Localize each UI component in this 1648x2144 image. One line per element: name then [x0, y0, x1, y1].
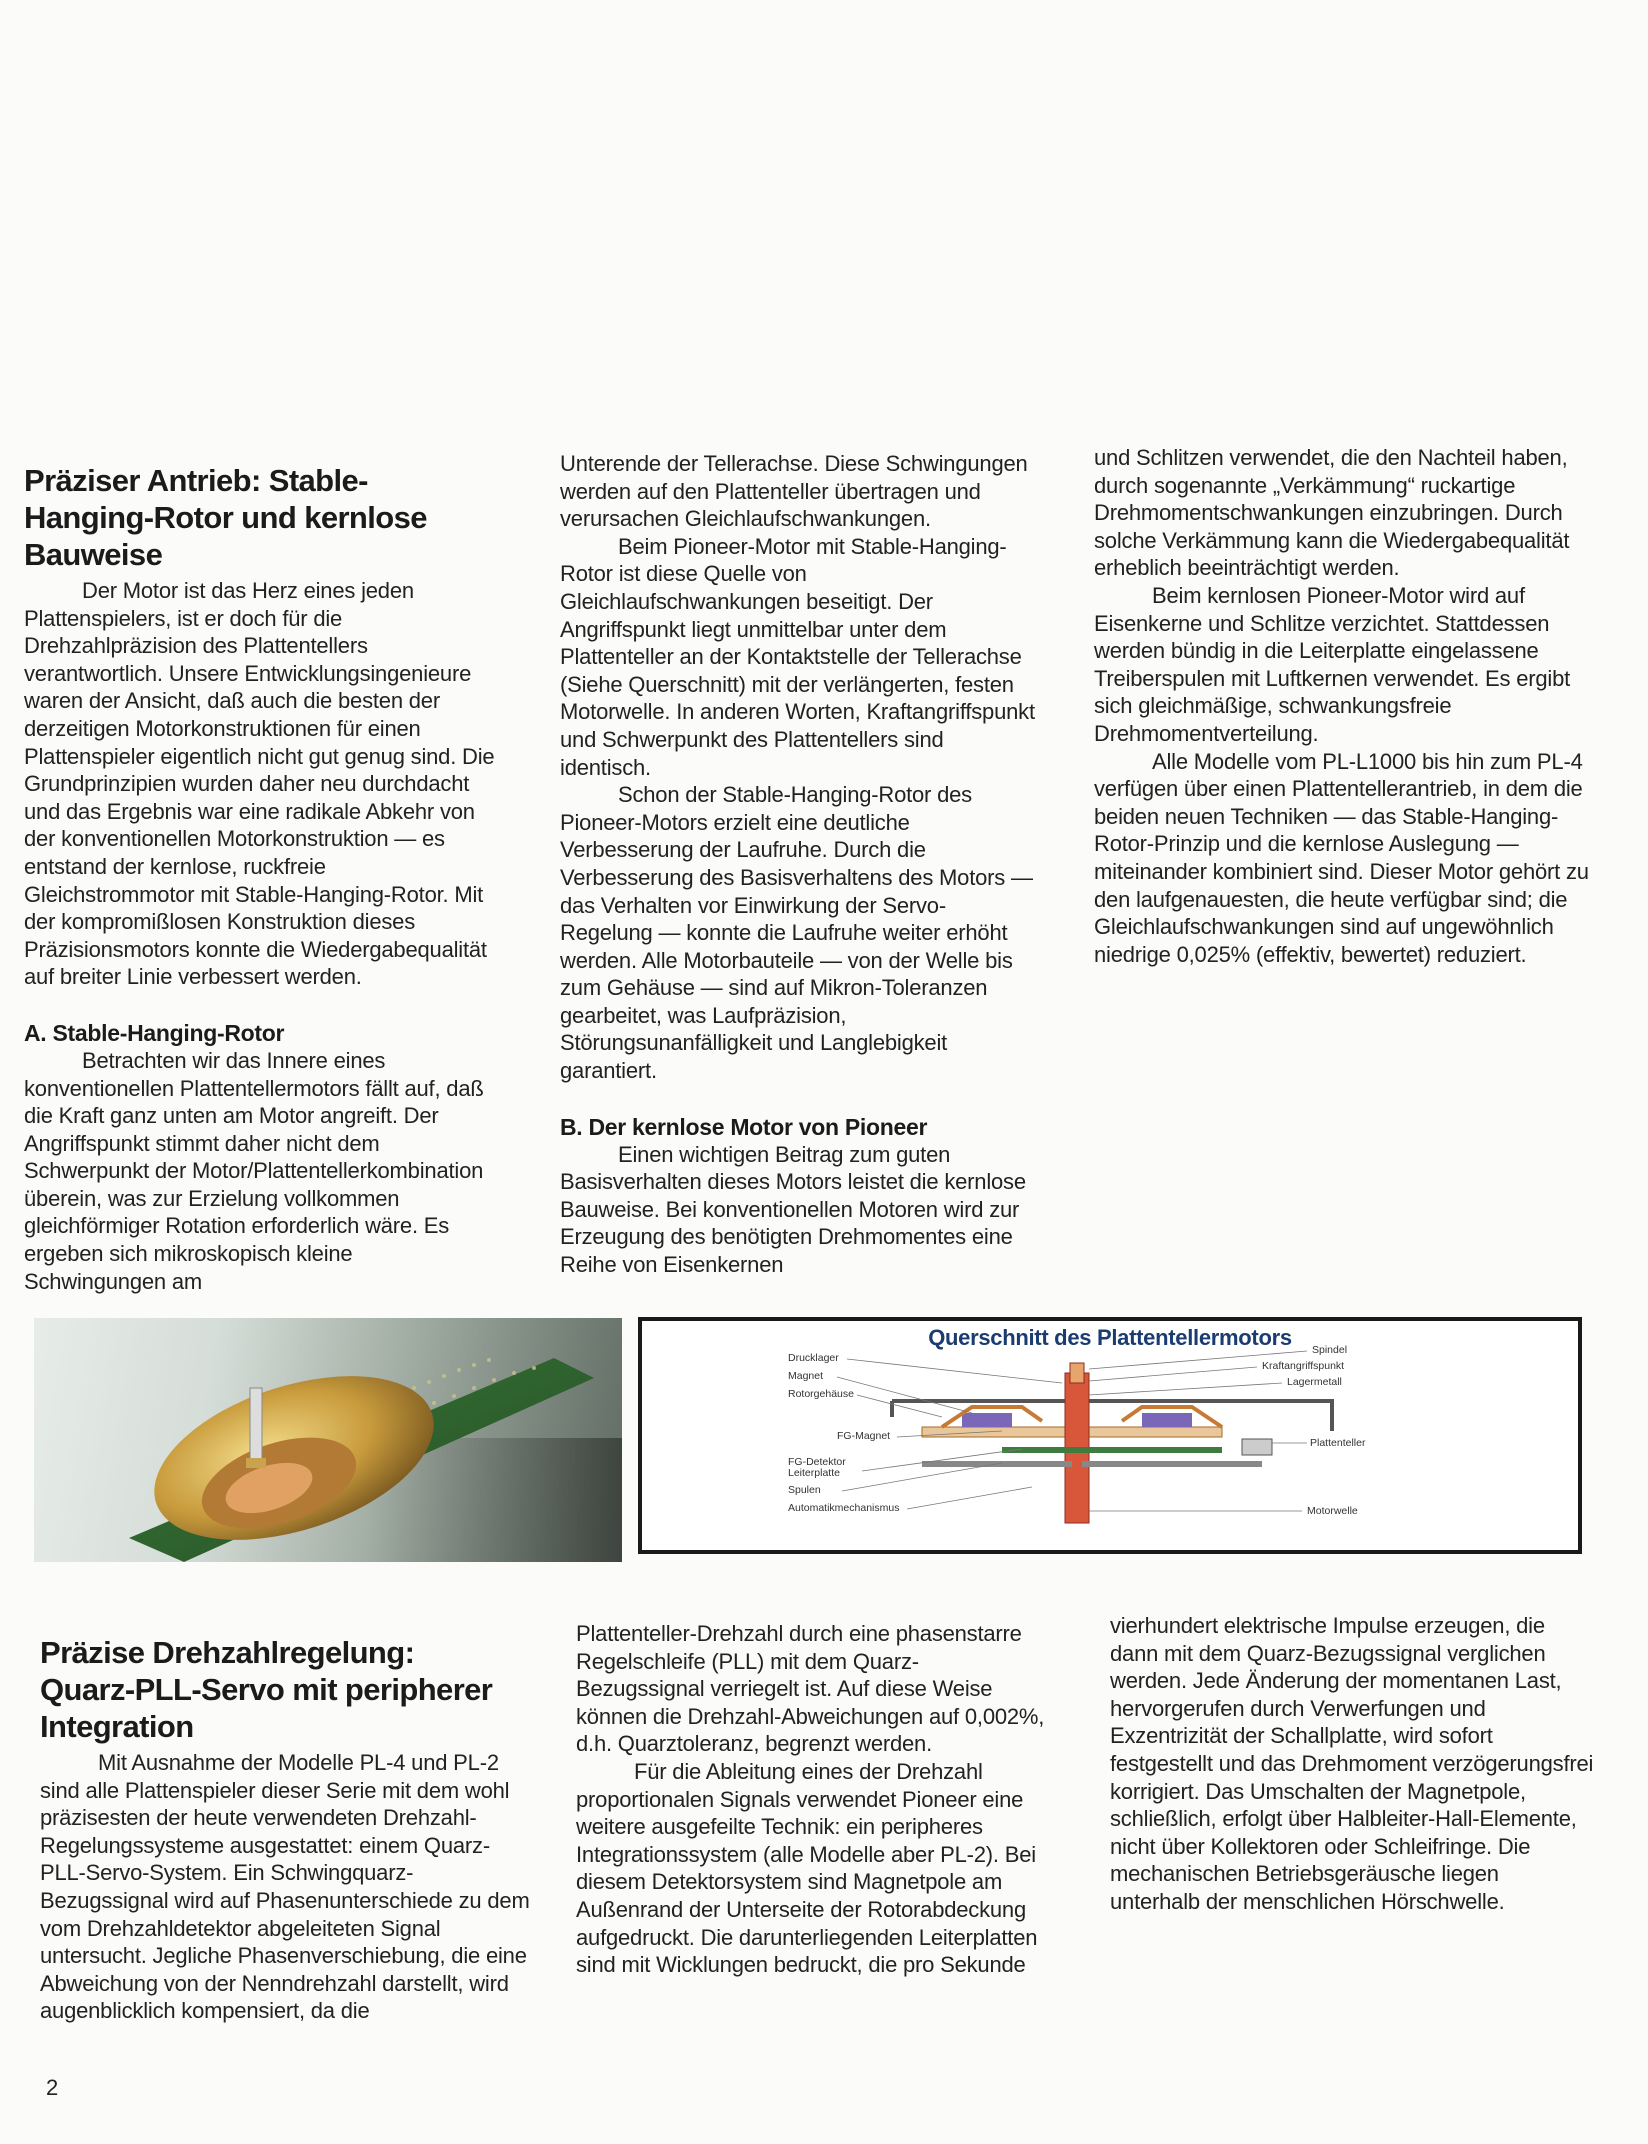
cross-section-drawing [642, 1321, 1578, 1550]
section1-title-line3: Bauweise [24, 537, 163, 572]
col2-paragraph-1: Unterende der Tellerachse. Diese Schwingungen werden auf den Plattenteller übertragen und verursachen Gleichlaufschwankungen. [560, 451, 1028, 532]
col2-paragraph-2: Beim Pioneer-Motor mit Stable-Hanging-Rotor ist diese Quelle von Gleichlaufschwankungen beseitigt. Der Angriffspunkt liegt unmittelbar unter dem Plattenteller an der Kontaktstelle der Tellerachse (Siehe Querschnitt) mit der verlängerten, festen Motorwelle. In anderen Worten, Kraftangriffspunkt und Schwerpunkt des Plattentellers sind identisch. [560, 533, 1035, 780]
section2-title-line2: Quarz-PLL-Servo mit peripherer [40, 1672, 493, 1707]
section2-title-line1: Präzise Drehzahlregelung: [40, 1635, 415, 1670]
section1-title [24, 462, 496, 573]
section1-column-3 [1094, 444, 1594, 968]
label-automatikmechanismus: Automatikmechanismus [788, 1502, 900, 1514]
col3-paragraph-3: Alle Modelle vom PL-L1000 bis hin zum PL-4 verfügen über einen Plattentellerantrieb, in dem die beiden neuen Techniken — das Stable-Hanging-Rotor-Prinzip und die kernlose Auslegung — miteinander kombiniert sind. Dieser Motor gehört zu den laufgenauesten, die heute verfügbar sind; die Gleichlaufschwankungen sind auf ungewöhnlich niedrige 0,025% (effektiv, bewertet) reduziert. [1094, 748, 1589, 967]
label-fg-magnet: FG-Magnet [837, 1430, 891, 1442]
cross-section-diagram [638, 1317, 1582, 1554]
subsection-a-paragraph: Betrachten wir das Innere eines konventionellen Plattentellermotors fällt auf, daß die Kraft ganz unten am Motor angreift. Der Angriffspunkt stimmt daher nicht dem Schwerpunkt der Motor/Plattentellerkombination überein, was zur Erzielung vollkommen gleichförmiger Rotation erforderlich wäre. Es ergeben sich mikroskopisch kleine Schwingungen am [24, 1047, 484, 1294]
col3-paragraph-1: und Schlitzen verwendet, die den Nachteil haben, durch sogenannte „Verkämmung“ ruckartige Drehmomentschwankungen einzubringen. Durch solche Verkämmung kann die Wiedergabequalität erheblich beeinträchtigt werden. [1094, 445, 1570, 581]
subheading-b: B. Der kernlose Motor von Pioneer [560, 1113, 928, 1140]
diagram-title: Querschnitt des Plattentellermotors [928, 1325, 1292, 1350]
section2-column-1 [40, 1634, 530, 2025]
col2-paragraph-3: Schon der Stable-Hanging-Rotor des Pioneer-Motors erzielt eine deutliche Verbesserung der Laufruhe. Durch die Verbesserung des Basisverhaltens des Motors — das Verhalten vor Einwirkung der Servo-Regelung — konnte die Laufruhe weiter erhöht werden. Alle Motorbauteile — von der Welle bis zum Gehäuse — sind auf Mikron-Toleranzen gearbeitet, was Laufpräzision, Störungsunanfälligkeit und Langlebigkeit garantiert. [560, 782, 1033, 1084]
motor-photo [34, 1318, 622, 1562]
section1-column-1 [24, 462, 496, 1295]
section2-column-3 [1110, 1612, 1594, 1916]
section2-col1-paragraph: Mit Ausnahme der Modelle PL-4 und PL-2 sind alle Plattenspieler dieser Serie mit dem wohl präzisesten der heute verwendeten Drehzahl-Regelungssysteme ausgestattet: einem Quarz-PLL-Servo-System. Ein Schwingquarz-Bezugssignal wird auf Phasenunterschiede zu dem vom Drehzahldetektor abgeleiteten Signal untersucht. Jegliche Phasenverschiebung, die eine Abweichung von der Nenndrehzahl darstellt, wird augenblicklich kompensiert, da die [40, 1750, 530, 2024]
label-kraftangriffspunkt: Kraftangriffspunkt [1262, 1360, 1345, 1372]
section2-col2-paragraph-1: Plattenteller-Drehzahl durch eine phasenstarre Regelschleife (PLL) mit dem Quarz-Bezugssignal verriegelt ist. Auf diese Weise können die Drehzahl-Abweichungen auf 0,002%, d.h. Quarztoleranz, begrenzt werden. [576, 1621, 1045, 1757]
col3-paragraph-2: Beim kernlosen Pioneer-Motor wird auf Eisenkerne und Schlitze verzichtet. Stattdessen werden bündig in die Leiterplatte eingelassene Treiberspulen mit Luftkernen verwendet. Es ergibt sich gleichmäßige, schwankungsfreie Drehmomentverteilung. [1094, 582, 1571, 746]
section1-column-2 [560, 450, 1038, 1279]
label-lagermetall: Lagermetall [1287, 1376, 1342, 1388]
label-leiterplatte: Leiterplatte [788, 1467, 840, 1479]
label-rotorgehaeuse: Rotorgehäuse [788, 1388, 854, 1400]
label-spulen: Spulen [788, 1484, 821, 1496]
subheading-a: A. Stable-Hanging-Rotor [24, 1019, 285, 1046]
label-plattenteller: Plattenteller [1310, 1437, 1366, 1449]
page-number: 2 [46, 2075, 59, 2100]
label-magnet: Magnet [788, 1370, 824, 1382]
section2-col3-paragraph: vierhundert elektrische Impulse erzeugen, die dann mit dem Quarz-Bezugssignal verglichen werden. Jede Änderung der momentanen Last, hervorgerufen durch Verwerfungen und Exzentrizität der Schallplatte, wird sofort festgestellt und das Drehmoment verzögerungsfrei korrigiert. Das Umschalten der Magnetpole, schließlich, erfolgt über Halbleiter-Hall-Elemente, nicht über Kollektoren oder Schleifringe. Die mechanischen Betriebsgeräusche liegen unterhalb der menschlichen Hörschwelle. [1110, 1613, 1594, 1914]
section2-title-line3: Integration [40, 1709, 194, 1744]
section2-col2-paragraph-2: Für die Ableitung eines der Drehzahl proportionalen Signals verwendet Pioneer eine weitere ausgefeilte Technik: ein peripheres Integrationssystem (alle Modelle aber PL-2). Bei diesem Detektorsystem sind Magnetpole am Außenrand der Unterseite der Rotorabdeckung aufgedruckt. Die darunterliegenden Leiterplatten sind mit Wicklungen bedruckt, die pro Sekunde [576, 1758, 1038, 1978]
section1-intro-paragraph: Der Motor ist das Herz eines jeden Plattenspielers, ist er doch für die Drehzahlpräzision des Plattentellers verantwortlich. Unsere Entwicklungsingenieure waren der Ansicht, daß auch die besten der derzeitigen Motorkonstruktionen für einen Plattenspieler eigentlich nicht gut genug sind. Die Grundprinzipien wurden daher neu durchdacht und das Ergebnis war eine radikale Abkehr von der konventionellen Motorkonstruktion — es entstand der kernlose, ruckfreie Gleichstrommotor mit Stable-Hanging-Rotor. Mit der kompromißlosen Konstruktion dieses Präzisionsmotors konnte die Wiedergabequalität auf breiter Linie verbessert werden. [24, 578, 495, 990]
label-spindel: Spindel [1312, 1344, 1348, 1356]
section2-title [40, 1634, 530, 1745]
section1-title-line1: Präziser Antrieb: Stable- [24, 463, 368, 498]
section1-title-line2: Hanging-Rotor und kernlose [24, 500, 427, 535]
label-fg-detektor: FG-Detektor [788, 1456, 846, 1468]
subsection-b-paragraph: Einen wichtigen Beitrag zum guten Basisverhalten dieses Motors leistet die kernlose Bauweise. Bei konventionellen Motoren wird zur Erzeugung des benötigten Drehmomentes eine Reihe von Eisenkernen [560, 1141, 1026, 1278]
label-drucklager: Drucklager [788, 1352, 839, 1364]
section2-column-2 [576, 1620, 1046, 1979]
motor-photo-illustration [34, 1318, 622, 1562]
label-motorwelle: Motorwelle [1307, 1505, 1358, 1517]
